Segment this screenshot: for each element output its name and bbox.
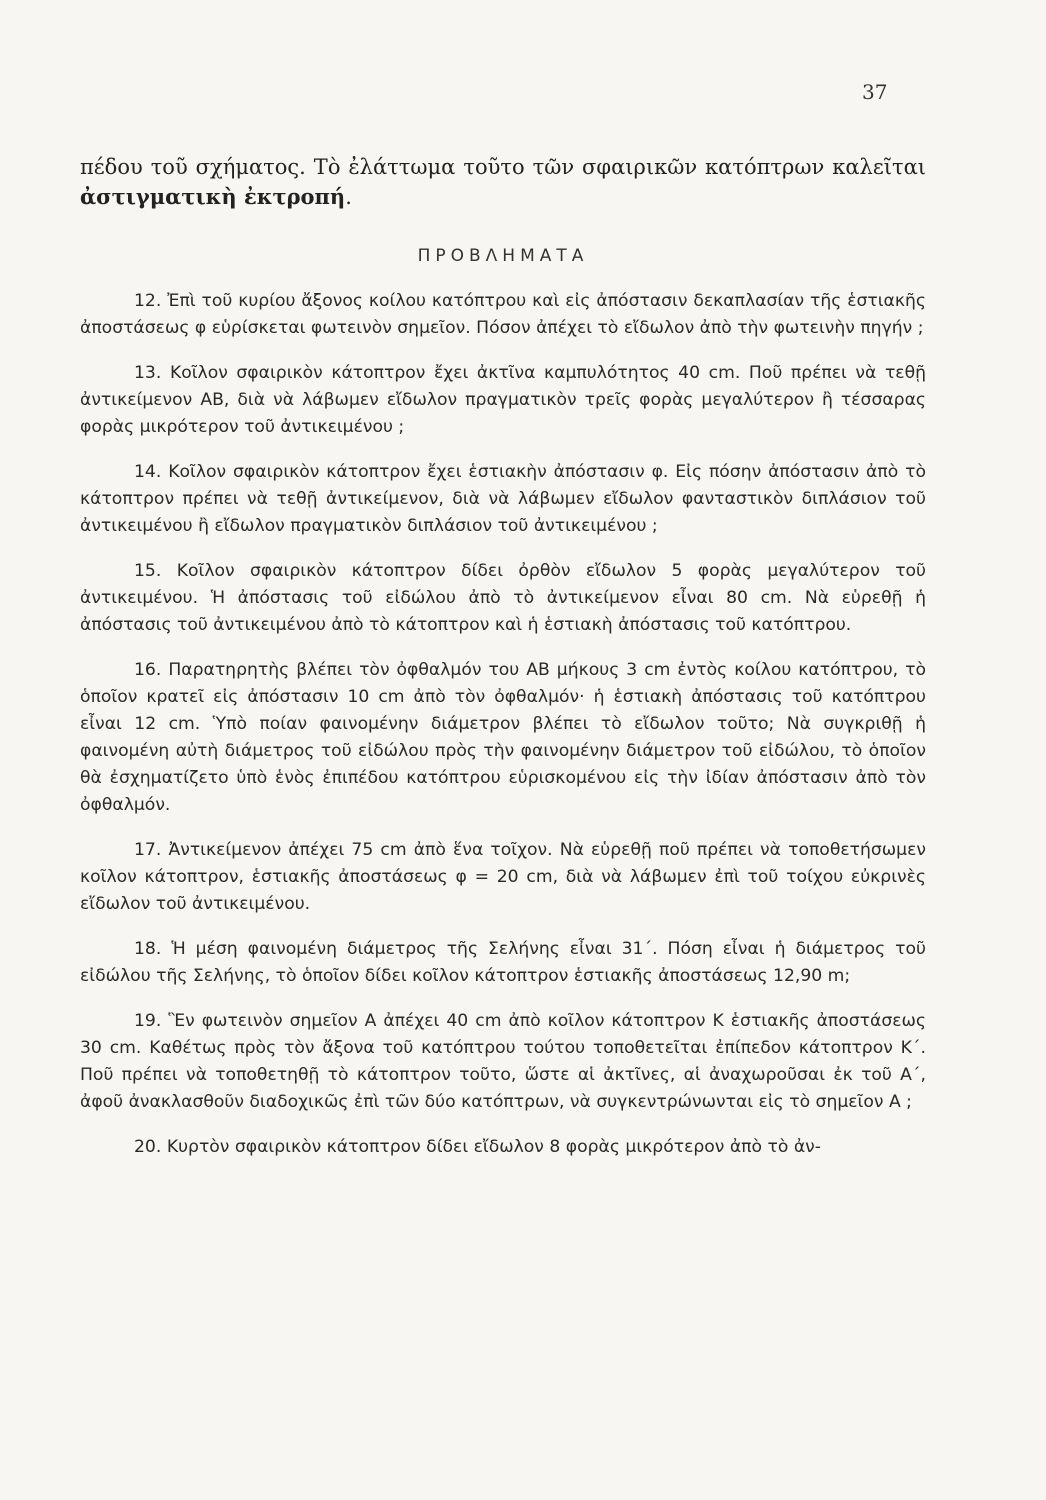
intro-text: πέδου τοῦ σχήματος. Τὸ ἐλάττωμα τοῦτο τῶν σφαιρικῶν κατόπτρων καλεῖται [80,155,926,179]
problem-text: Κοῖλον σφαιρικὸν κάτοπτρον δίδει ὀρθὸν εἴδωλον 5 φορὰς μεγαλύτερον τοῦ ἀντικειμένου. Ἡ ἀπόστασις τοῦ εἰδώλου ἀπὸ τὸ ἀντικείμενον εἶναι 80 cm. Νὰ εὑρεθῇ ἡ ἀπόστασις τοῦ ἀντικειμένου ἀπὸ τὸ κάτοπτρον καὶ ἡ ἑστιακὴ ἀπόστασις τοῦ κατόπτρου. [80,561,927,635]
problem-text: Κοῖλον σφαιρικὸν κάτοπτρον ἔχει ἑστιακὴν ἀπόστασιν φ. Εἰς πόσην ἀπόστασιν ἀπὸ τὸ κάτοπτρον πρέπει νὰ τεθῇ ἀντικείμενον, διὰ νὰ λάβωμεν εἴδωλον φανταστικὸν διπλάσιον τοῦ ἀντικειμένου ἢ εἴδωλον πραγματικὸν διπλάσιον τοῦ ἀντικειμένου ; [80,462,927,536]
problem-text: Παρατηρητὴς βλέπει τὸν ὀφθαλμόν του ΑΒ μήκους 3 cm ἐντὸς κοίλου κατόπτρου, τὸ ὁποῖον κρατεῖ εἰς ἀπόστασιν 10 cm ἀπὸ τὸν ὀφθαλμόν· ἡ ἑστιακὴ ἀπόστασις τοῦ κατόπτρου εἶναι 12 cm. Ὑπὸ ποίαν φαινομένην διάμετρον βλέπει τὸ εἴδωλον τοῦτο; Νὰ συγκριθῇ ἡ φαινομένη αὐτὴ διάμετρος τοῦ εἰδώλου πρὸς τὴν φαινομένην διάμετρον τοῦ εἰδώλου, τὸ ὁποῖον θὰ ἐσχηματίζετο ὑπὸ ἑνὸς ἐπιπέδου κατόπτρου εὑρισκομένου εἰς τὴν ἰδίαν ἀπόστασιν ἀπὸ τὸν ὀφθαλμόν. [80,660,927,815]
intro-end: . [345,185,352,209]
problem-number: 20. [134,1137,162,1157]
problem-20 [80,1134,926,1161]
problem-text: Κυρτὸν σφαιρικὸν κάτοπτρον δίδει εἴδωλον 8 φορὰς μικρότερον ἀπὸ τὸ ἀν- [166,1137,821,1157]
problem-text: Ἡ μέση φαινομένη διάμετρος τῆς Σελήνης εἶναι 31΄. Πόση εἶναι ἡ διάμετρος τοῦ εἰδώλου τῆς Σελήνης, τὸ ὁποῖον δίδει κοῖλον κάτοπτρον ἑστιακῆς ἀποστάσεως 12,90 m; [80,939,926,986]
problem-number: 16. [134,660,162,680]
intro-paragraph [80,152,926,212]
problem-19 [80,1008,926,1116]
problem-number: 13. [134,363,162,383]
problem-text: Ἐπὶ τοῦ κυρίου ἄξονος κοίλου κατόπτρου καὶ εἰς ἀπόστασιν δεκαπλασίαν τῆς ἑστιακῆς ἀποστάσεως φ εὑρίσκεται φωτεινὸν σημεῖον. Πόσον ἀπέχει τὸ εἴδωλον ἀπὸ τὴν φωτεινὴν πηγήν ; [80,291,926,338]
page-content [80,152,926,1179]
problem-text: Ἀντικείμενον ἀπέχει 75 cm ἀπὸ ἕνα τοῖχον. Νὰ εὑρεθῇ ποῦ πρέπει νὰ τοποθετήσωμεν κοῖλον κάτοπτρον, ἑστιακῆς ἀποστάσεως φ = 20 cm, διὰ νὰ λάβωμεν ἐπὶ τοῦ τοίχου εὐκρινὲς εἴδωλον τοῦ ἀντικειμένου. [80,840,926,914]
problem-18 [80,936,926,990]
problem-14 [80,459,926,540]
problem-number: 17. [134,840,162,860]
problem-text: Ἓν φωτεινὸν σημεῖον Α ἀπέχει 40 cm ἀπὸ κοῖλον κάτοπτρον Κ ἑστιακῆς ἀποστάσεως 30 cm. Καθέτως πρὸς τὸν ἄξονα τοῦ κατόπτρου τούτου τοποθετεῖται ἐπίπεδον κάτοπτρον Κ΄. Ποῦ πρέπει νὰ τοποθετηθῇ τὸ κάτοπτρον τοῦτο, ὥστε αἱ ἀκτῖνες, αἱ ἀναχωροῦσαι ἐκ τοῦ Α΄, ἀφοῦ ἀνακλασθοῦν διαδοχικῶς ἐπὶ τῶν δύο κατόπτρων, νὰ συγκεντρώνωνται εἰς τὸ σημεῖον Α ; [80,1011,926,1112]
problem-17 [80,837,926,918]
problem-number: 14. [134,462,162,482]
problem-12 [80,288,926,342]
problem-number: 19. [134,1011,162,1031]
intro-bold-term: ἀστιγματικὴ ἐκτροπή [80,184,346,209]
section-heading: ΠΡΟΒΛΗΜΑΤΑ [417,246,589,266]
problem-number: 18. [134,939,162,959]
problem-13 [80,360,926,441]
problem-text: Κοῖλον σφαιρικὸν κάτοπτρον ἔχει ἀκτῖνα καμπυλότητος 40 cm. Ποῦ πρέπει νὰ τεθῇ ἀντικείμενον ΑΒ, διὰ νὰ λάβωμεν εἴδωλον πραγματικὸν τρεῖς φορὰς μεγαλύτερον ἢ τέσσαρας φορὰς μικρότερον τοῦ ἀντικειμένου ; [80,363,926,437]
problem-number: 12. [134,291,162,311]
problem-16 [80,657,926,819]
problem-number: 15. [134,561,162,581]
problem-15 [80,558,926,639]
page-number: 37 [862,80,888,104]
